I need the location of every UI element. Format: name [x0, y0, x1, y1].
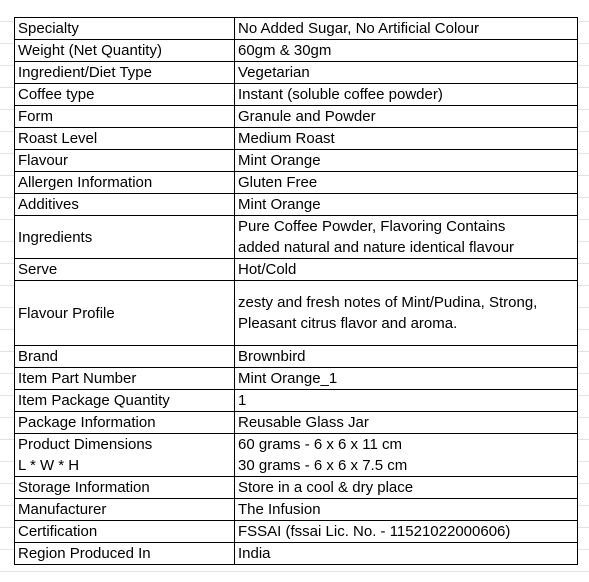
- spec-label[interactable]: Region Produced In: [15, 543, 235, 565]
- spec-label[interactable]: Manufacturer: [15, 499, 235, 521]
- spec-label[interactable]: Allergen Information: [15, 172, 235, 194]
- spec-label[interactable]: Storage Information: [15, 477, 235, 499]
- spec-value-line: Pure Coffee Powder, Flavoring Contains: [238, 218, 506, 235]
- table-row: [15, 18, 578, 40]
- table-row: [15, 106, 578, 128]
- spec-label[interactable]: Package Information: [15, 412, 235, 434]
- spec-label[interactable]: Item Package Quantity: [15, 390, 235, 412]
- table-row: [15, 216, 578, 259]
- spec-label[interactable]: Coffee type: [15, 84, 235, 106]
- spec-value-line: Pleasant citrus flavor and aroma.: [238, 315, 458, 332]
- spec-label[interactable]: Form: [15, 106, 235, 128]
- spec-value[interactable]: Store in a cool & dry place: [235, 477, 578, 499]
- spec-label[interactable]: Item Part Number: [15, 368, 235, 390]
- spec-value[interactable]: 1: [235, 390, 578, 412]
- table-row: [15, 172, 578, 194]
- spec-value-line: 60 grams - 6 x 6 x 11 cm: [238, 436, 402, 453]
- spec-value[interactable]: Medium Roast: [235, 128, 578, 150]
- spec-label-line: Product Dimensions: [18, 436, 153, 453]
- spec-value[interactable]: [235, 281, 578, 346]
- spec-value[interactable]: Mint Orange: [235, 150, 578, 172]
- spec-value[interactable]: Gluten Free: [235, 172, 578, 194]
- table-row: [15, 477, 578, 499]
- spec-value-line: zesty and fresh notes of Mint/Pudina, Strong,: [238, 294, 538, 311]
- table-row: [15, 128, 578, 150]
- spec-value[interactable]: Mint Orange_1: [235, 368, 578, 390]
- table-row: [15, 259, 578, 281]
- spec-label[interactable]: Serve: [15, 259, 235, 281]
- spec-value[interactable]: Granule and Powder: [235, 106, 578, 128]
- spec-value-line: 30 grams - 6 x 6 x 7.5 cm: [238, 457, 408, 474]
- table-row: [15, 434, 578, 477]
- spec-value[interactable]: India: [235, 543, 578, 565]
- spec-label[interactable]: Certification: [15, 521, 235, 543]
- table-row: [15, 281, 578, 346]
- spec-value[interactable]: 60gm & 30gm: [235, 40, 578, 62]
- spec-label-line: L * W * H: [18, 457, 80, 474]
- spec-value[interactable]: Hot/Cold: [235, 259, 578, 281]
- spec-value[interactable]: [235, 216, 578, 259]
- spec-label[interactable]: Weight (Net Quantity): [15, 40, 235, 62]
- spec-label[interactable]: Roast Level: [15, 128, 235, 150]
- table-row: [15, 194, 578, 216]
- spec-value[interactable]: [235, 434, 578, 477]
- table-row: [15, 150, 578, 172]
- product-spec-table: [14, 17, 578, 565]
- spec-label[interactable]: Additives: [15, 194, 235, 216]
- spec-value[interactable]: The Infusion: [235, 499, 578, 521]
- spec-label[interactable]: Ingredients: [15, 216, 235, 259]
- spec-value[interactable]: Vegetarian: [235, 62, 578, 84]
- table-row: [15, 62, 578, 84]
- table-row: [15, 543, 578, 565]
- table-row: [15, 368, 578, 390]
- spec-label[interactable]: Brand: [15, 346, 235, 368]
- spec-label[interactable]: Flavour: [15, 150, 235, 172]
- table-row: [15, 521, 578, 543]
- spec-label[interactable]: Flavour Profile: [15, 281, 235, 346]
- spec-value[interactable]: No Added Sugar, No Artificial Colour: [235, 18, 578, 40]
- spec-value[interactable]: Reusable Glass Jar: [235, 412, 578, 434]
- table-row: [15, 346, 578, 368]
- table-row: [15, 412, 578, 434]
- spec-value-line: added natural and nature identical flavour: [238, 239, 515, 256]
- table-row: [15, 84, 578, 106]
- table-row: [15, 390, 578, 412]
- spec-label[interactable]: [15, 434, 235, 477]
- spec-label[interactable]: Ingredient/Diet Type: [15, 62, 235, 84]
- spec-value[interactable]: Mint Orange: [235, 194, 578, 216]
- spec-value[interactable]: Instant (soluble coffee powder): [235, 84, 578, 106]
- table-row: [15, 40, 578, 62]
- table-row: [15, 499, 578, 521]
- spec-value[interactable]: FSSAI (fssai Lic. No. - 11521022000606): [235, 521, 578, 543]
- spec-label[interactable]: Specialty: [15, 18, 235, 40]
- spec-value[interactable]: Brownbird: [235, 346, 578, 368]
